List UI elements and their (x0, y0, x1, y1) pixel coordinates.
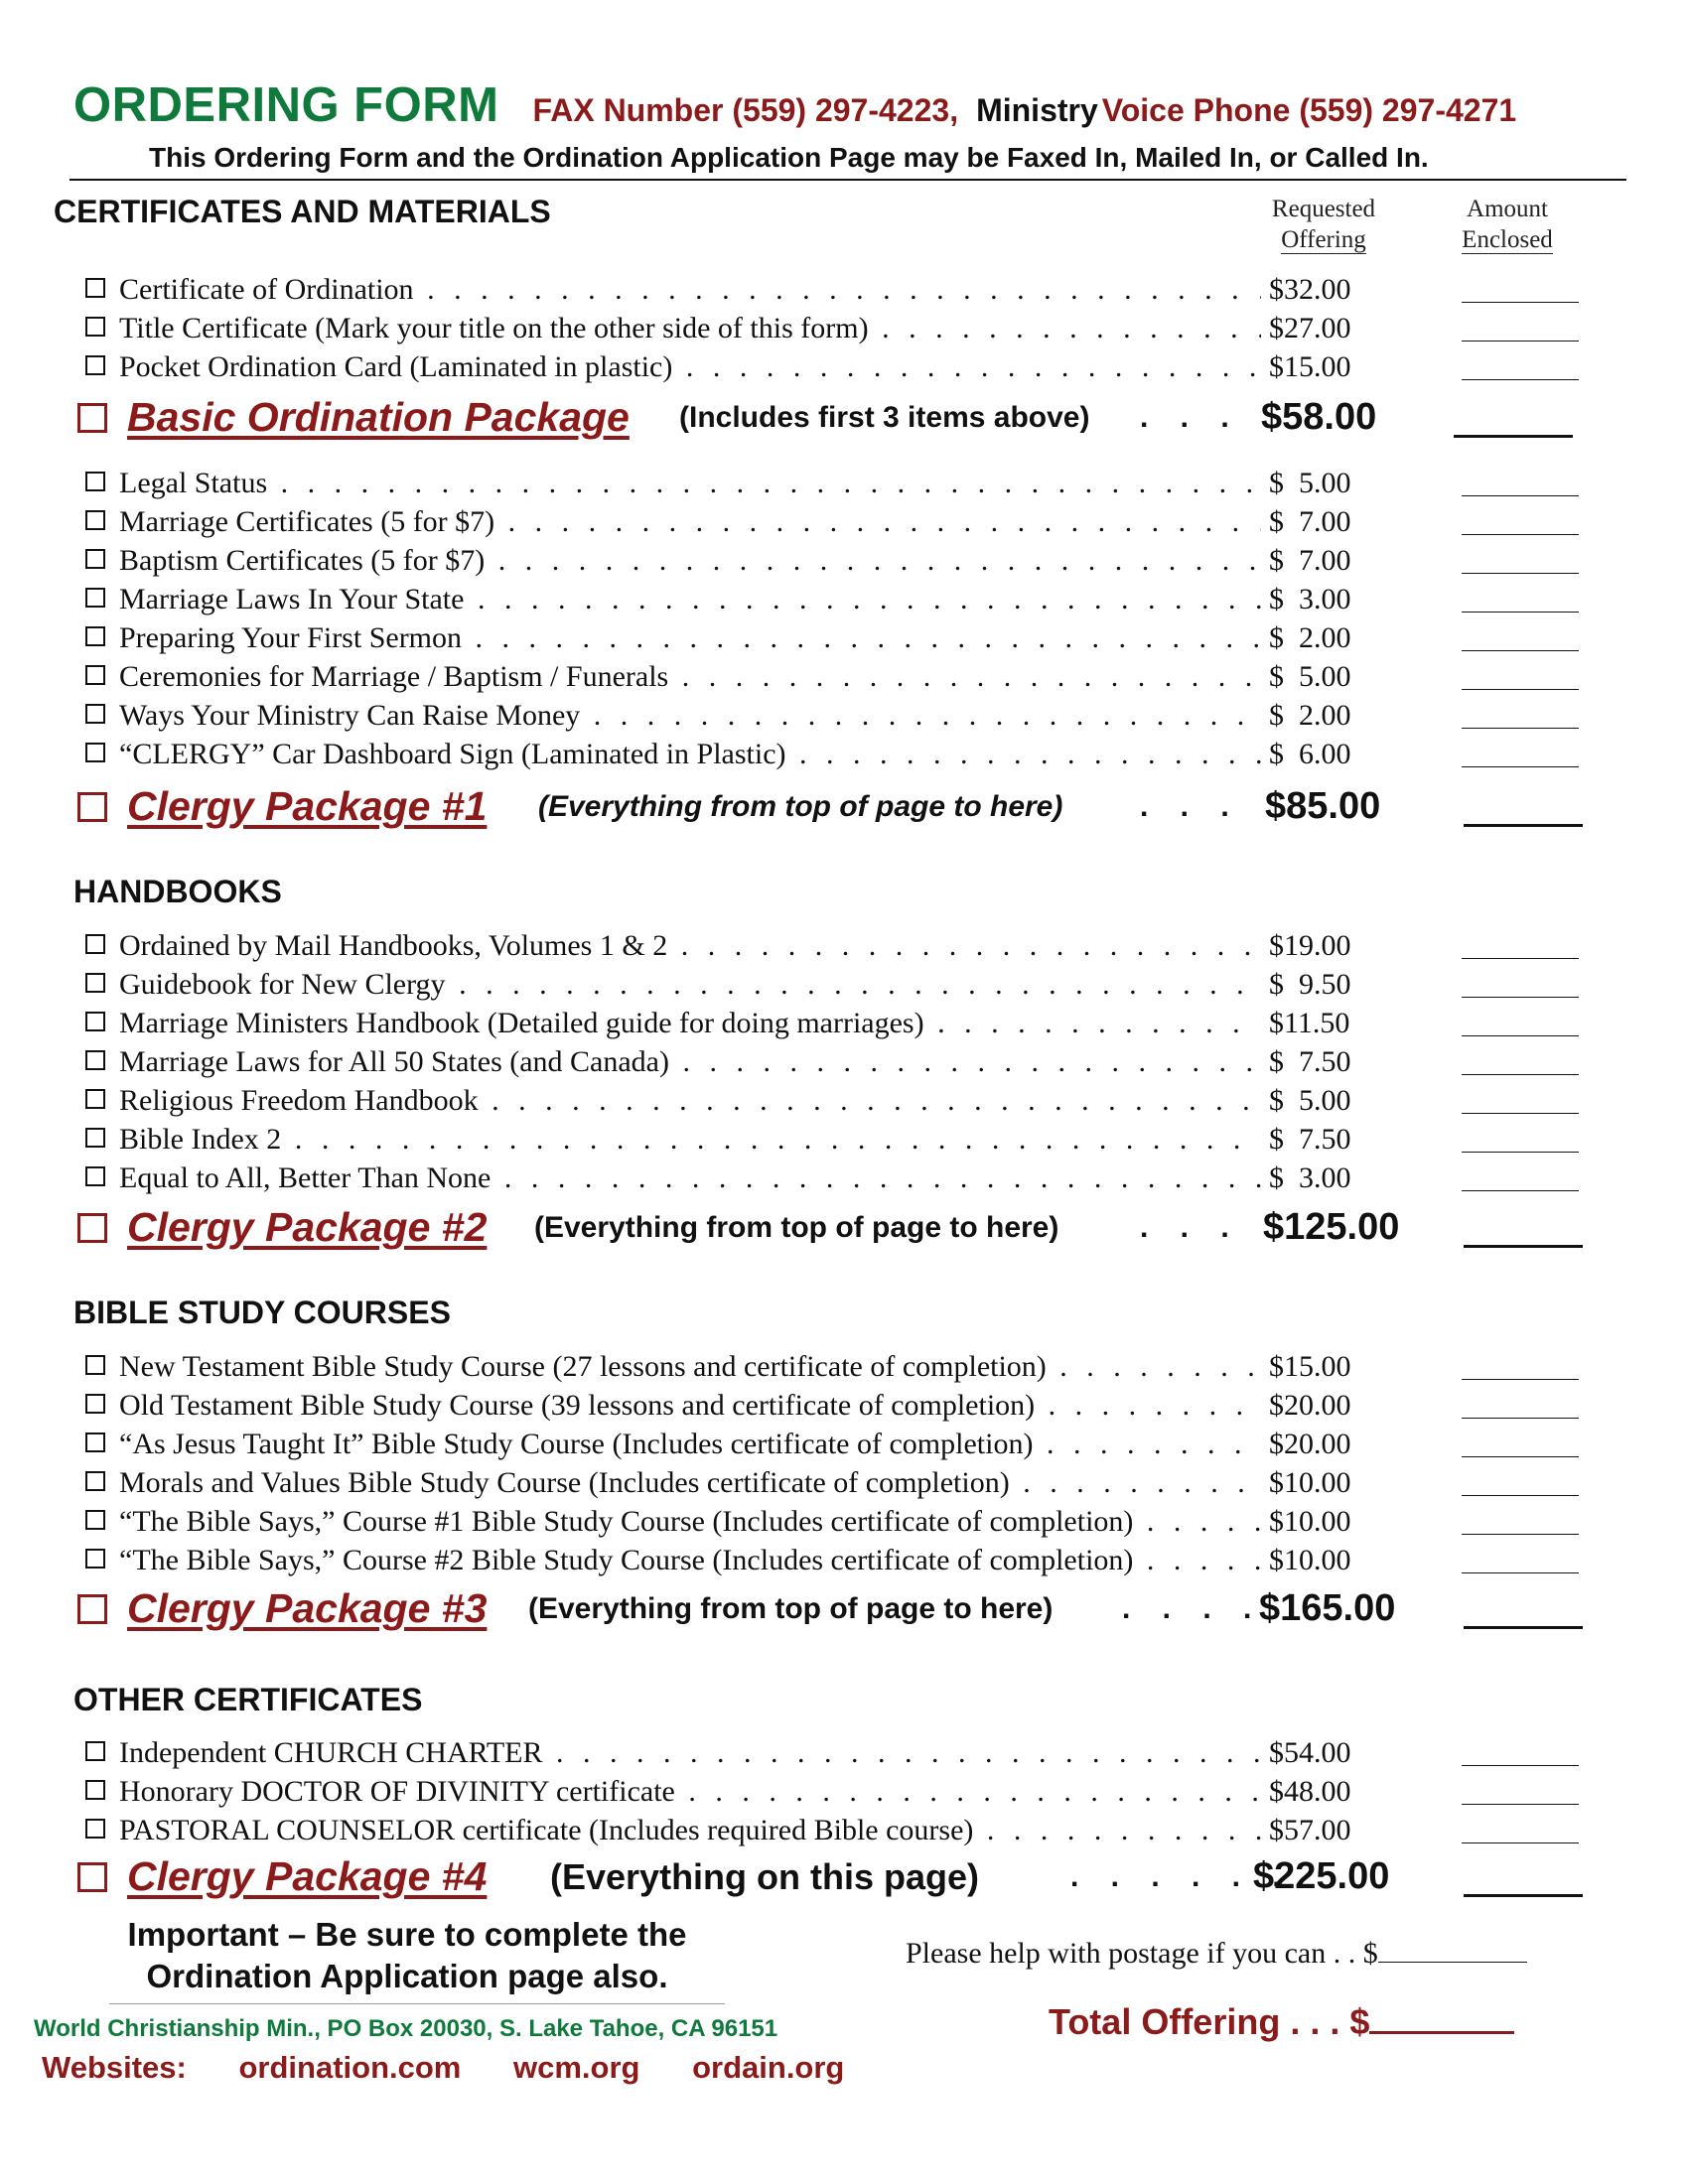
item-checkbox[interactable] (85, 588, 105, 608)
form-header (73, 77, 1622, 133)
header-divider (70, 179, 1626, 181)
item-label: Marriage Ministers Handbook (Detailed guide for doing marriages) (119, 1007, 924, 1039)
amount-enclosed-field[interactable] (1462, 612, 1579, 613)
order-item (83, 926, 1583, 966)
package-leader: . . . (1140, 401, 1241, 434)
order-item (83, 1541, 1583, 1580)
package-checkbox[interactable] (77, 792, 107, 822)
amount-enclosed-field[interactable] (1454, 435, 1573, 438)
item-checkbox[interactable] (85, 1394, 105, 1414)
section-title-bible-courses: BIBLE STUDY COURSES (73, 1295, 451, 1330)
item-price: $ 3.00 (1261, 1159, 1400, 1198)
item-checkbox[interactable] (85, 665, 105, 685)
item-label: “The Bible Says,” Course #2 Bible Study Course (Includes certificate of completion) (119, 1544, 1134, 1576)
item-price: $10.00 (1261, 1502, 1400, 1542)
amount-enclosed-field[interactable] (1462, 1572, 1579, 1573)
item-label: Marriage Laws for All 50 States (and Canada) (119, 1045, 669, 1078)
amount-enclosed-field[interactable] (1462, 1113, 1579, 1114)
section-title-certificates: CERTIFICATES AND MATERIALS (54, 194, 551, 229)
requested-offering-header: Requested Offering (1271, 196, 1376, 253)
item-label: “As Jesus Taught It” Bible Study Course (Includes certificate of completion) (119, 1428, 1034, 1460)
package-name: Clergy Package #3 (127, 1585, 488, 1631)
item-label: Marriage Laws In Your State (119, 583, 465, 615)
item-checkbox[interactable] (85, 1166, 105, 1186)
order-item (83, 464, 1583, 503)
amount-enclosed-field[interactable] (1462, 1534, 1579, 1535)
total-offering-label: Total Offering . . . $ (1049, 2001, 1370, 2042)
item-price: $ 7.00 (1261, 541, 1400, 581)
order-item (83, 502, 1583, 542)
order-item (83, 1733, 1583, 1773)
package-row-3 (73, 1580, 1593, 1636)
order-item (83, 347, 1583, 387)
item-price: $ 5.00 (1261, 657, 1400, 697)
amount-enclosed-field[interactable] (1462, 302, 1579, 303)
websites-line (42, 2050, 888, 2086)
item-checkbox[interactable] (85, 1780, 105, 1800)
website-link-ordination[interactable]: ordination.com (238, 2050, 462, 2085)
total-offering (1049, 2001, 1514, 2043)
order-item (83, 618, 1583, 658)
amount-enclosed-field[interactable] (1462, 1190, 1579, 1191)
item-label: Equal to All, Better Than None (119, 1161, 492, 1194)
ministry-address: World Christianship Min., PO Box 20030, S. Lake Tahoe, CA 96151 (34, 2015, 778, 2042)
item-checkbox[interactable] (85, 1471, 105, 1491)
package-leader: . . . . . . (1070, 1860, 1293, 1893)
website-link-ordain[interactable]: ordain.org (692, 2050, 845, 2085)
item-label: Ceremonies for Marriage / Baptism / Funerals (119, 660, 669, 693)
amount-enclosed-field[interactable] (1462, 1456, 1579, 1457)
amount-enclosed-field[interactable] (1462, 958, 1579, 959)
amount-enclosed-field[interactable] (1462, 650, 1579, 651)
amount-enclosed-field[interactable] (1464, 1245, 1583, 1248)
package-checkbox[interactable] (77, 1862, 107, 1892)
amount-enclosed-field[interactable] (1462, 1495, 1579, 1496)
item-price: $48.00 (1261, 1772, 1400, 1812)
notice-divider (109, 2003, 725, 2004)
package-checkbox[interactable] (77, 403, 107, 433)
item-label: Pocket Ordination Card (Laminated in plastic) (119, 350, 673, 383)
item-price: $20.00 (1261, 1386, 1400, 1426)
amount-enclosed-field[interactable] (1462, 379, 1579, 380)
package-price: $225.00 (1253, 1855, 1390, 1897)
amount-enclosed-field[interactable] (1462, 534, 1579, 535)
item-price: $ 5.00 (1261, 1081, 1400, 1121)
item-checkbox[interactable] (85, 743, 105, 762)
item-price: $20.00 (1261, 1425, 1400, 1464)
order-item (83, 580, 1583, 619)
amount-enclosed-field[interactable] (1462, 689, 1579, 690)
item-checkbox[interactable] (85, 472, 105, 491)
order-item (83, 541, 1583, 581)
package-row-4 (73, 1848, 1593, 1904)
order-item (83, 309, 1583, 348)
voice-phone: Voice Phone (559) 297-4271 (1101, 92, 1517, 128)
item-checkbox[interactable] (85, 510, 105, 530)
package-row-1 (73, 778, 1593, 834)
form-title: ORDERING FORM (73, 78, 499, 132)
package-description: (Includes first 3 items above) (679, 401, 1090, 434)
item-checkbox[interactable] (85, 1510, 105, 1530)
item-checkbox[interactable] (85, 1355, 105, 1375)
section-title-other-certificates: OTHER CERTIFICATES (73, 1682, 423, 1717)
package-checkbox[interactable] (77, 1213, 107, 1243)
item-label: Marriage Certificates (5 for $7) (119, 505, 495, 538)
item-label: Honorary DOCTOR OF DIVINITY certificate (119, 1775, 675, 1808)
item-checkbox[interactable] (85, 317, 105, 337)
item-price: $57.00 (1261, 1811, 1400, 1850)
item-price: $32.00 (1261, 270, 1400, 310)
item-label: “The Bible Says,” Course #1 Bible Study Course (Includes certificate of completion) (119, 1505, 1134, 1538)
amount-enclosed-field[interactable] (1462, 1418, 1579, 1419)
important-notice: Important – Be sure to complete the Ordination Application page also. (127, 1916, 687, 1994)
order-item (83, 1042, 1583, 1082)
order-item (83, 965, 1583, 1005)
amount-enclosed-field[interactable] (1464, 1894, 1583, 1897)
amount-enclosed-field[interactable] (1462, 1074, 1579, 1075)
item-label: “CLERGY” Car Dashboard Sign (Laminated in Plastic) (119, 738, 786, 770)
package-row-2 (73, 1199, 1593, 1255)
item-price: $ 6.00 (1261, 735, 1400, 774)
order-item (83, 1811, 1583, 1850)
item-price: $11.50 (1261, 1004, 1400, 1043)
item-checkbox[interactable] (85, 1128, 105, 1148)
order-item (83, 696, 1583, 736)
package-row-basic (73, 389, 1593, 445)
item-price: $15.00 (1261, 347, 1400, 387)
order-item (83, 657, 1583, 697)
amount-enclosed-field[interactable] (1462, 1379, 1579, 1380)
item-label: Ordained by Mail Handbooks, Volumes 1 & 2 (119, 929, 668, 962)
ministry-label: Ministry (976, 92, 1098, 128)
item-price: $27.00 (1261, 309, 1400, 348)
package-leader: . . . . (1122, 1592, 1264, 1625)
package-price: $85.00 (1265, 785, 1381, 827)
item-label: Guidebook for New Clergy (119, 968, 446, 1001)
item-price: $ 7.50 (1261, 1120, 1400, 1160)
section-title-handbooks: HANDBOOKS (73, 874, 282, 909)
website-link-wcm[interactable]: wcm.org (513, 2050, 640, 2085)
package-description: (Everything on this page) (550, 1856, 980, 1897)
package-price: $125.00 (1263, 1206, 1400, 1248)
amount-enclosed-field[interactable] (1462, 1765, 1579, 1766)
item-checkbox[interactable] (85, 1012, 105, 1031)
websites-label: Websites: (42, 2050, 187, 2085)
item-checkbox[interactable] (85, 355, 105, 375)
package-price: $58.00 (1261, 396, 1377, 438)
order-item (83, 1120, 1583, 1160)
order-item (83, 1502, 1583, 1542)
amount-enclosed-field[interactable] (1462, 495, 1579, 496)
fax-number: FAX Number (559) 297-4223, (532, 92, 959, 128)
item-checkbox[interactable] (85, 704, 105, 724)
package-leader: . . . (1140, 1211, 1241, 1244)
order-item (83, 1347, 1583, 1387)
item-checkbox[interactable] (85, 1050, 105, 1070)
amount-enclosed-field[interactable] (1462, 728, 1579, 729)
amount-enclosed-field[interactable] (1464, 1626, 1583, 1629)
item-price: $ 7.50 (1261, 1042, 1400, 1082)
postage-line (906, 1936, 1527, 1971)
item-price: $10.00 (1261, 1463, 1400, 1503)
amount-enclosed-header: Amount Enclosed (1462, 196, 1553, 253)
package-name: Clergy Package #4 (127, 1853, 488, 1899)
order-item (83, 1425, 1583, 1464)
item-checkbox[interactable] (85, 626, 105, 646)
item-checkbox[interactable] (85, 973, 105, 993)
order-item (83, 1386, 1583, 1426)
item-checkbox[interactable] (85, 1549, 105, 1569)
item-label: New Testament Bible Study Course (27 lessons and certificate of completion) (119, 1350, 1047, 1383)
item-price: $19.00 (1261, 926, 1400, 966)
amount-enclosed-field[interactable] (1462, 766, 1579, 767)
package-description: (Everything from top of page to here) (528, 1592, 1054, 1625)
item-checkbox[interactable] (85, 1089, 105, 1109)
order-item (83, 1772, 1583, 1812)
item-price: $ 2.00 (1261, 618, 1400, 658)
order-item (83, 735, 1583, 774)
item-checkbox[interactable] (85, 1819, 105, 1839)
item-checkbox[interactable] (85, 549, 105, 569)
item-label: Independent CHURCH CHARTER (119, 1736, 543, 1769)
package-description: (Everything from top of page to here) (538, 790, 1063, 823)
amount-enclosed-field[interactable] (1464, 824, 1583, 827)
item-checkbox[interactable] (85, 1741, 105, 1761)
total-offering-field[interactable] (1369, 2001, 1514, 2034)
item-label: Religious Freedom Handbook (119, 1084, 479, 1117)
item-checkbox[interactable] (85, 934, 105, 954)
item-label: Old Testament Bible Study Course (39 lessons and certificate of completion) (119, 1389, 1036, 1422)
item-checkbox[interactable] (85, 278, 105, 298)
item-price: $ 3.00 (1261, 580, 1400, 619)
item-label: Certificate of Ordination (119, 273, 414, 306)
amount-enclosed-field[interactable] (1462, 1804, 1579, 1805)
item-price: $ 7.00 (1261, 502, 1400, 542)
item-price: $15.00 (1261, 1347, 1400, 1387)
order-item (83, 1463, 1583, 1503)
item-label: Legal Status (119, 467, 268, 499)
item-price: $ 9.50 (1261, 965, 1400, 1005)
item-checkbox[interactable] (85, 1433, 105, 1452)
item-price: $10.00 (1261, 1541, 1400, 1580)
order-item (83, 1081, 1583, 1121)
item-label: Morals and Values Bible Study Course (Includes certificate of completion) (119, 1466, 1010, 1499)
amount-enclosed-field[interactable] (1462, 573, 1579, 574)
item-label: PASTORAL COUNSELOR certificate (Includes required Bible course) (119, 1814, 974, 1846)
item-price: $ 5.00 (1261, 464, 1400, 503)
package-checkbox[interactable] (77, 1594, 107, 1624)
item-label: Bible Index 2 (119, 1123, 282, 1156)
item-label: Baptism Certificates (5 for $7) (119, 544, 486, 577)
item-price: $54.00 (1261, 1733, 1400, 1773)
item-price: $ 2.00 (1261, 696, 1400, 736)
amount-enclosed-field[interactable] (1462, 1035, 1579, 1036)
package-price: $165.00 (1259, 1587, 1396, 1629)
package-name: Basic Ordination Package (127, 394, 630, 440)
package-name: Clergy Package #1 (127, 783, 488, 829)
order-item (83, 270, 1583, 310)
form-subtitle: This Ordering Form and the Ordination Application Page may be Faxed In, Mailed In, or Called In. (149, 142, 1429, 173)
package-description: (Everything from top of page to here) (534, 1211, 1059, 1244)
package-leader: . . . (1140, 790, 1241, 823)
order-item (83, 1004, 1583, 1043)
item-label: Title Certificate (Mark your title on the other side of this form) (119, 312, 869, 344)
item-label: Preparing Your First Sermon (119, 621, 463, 654)
order-item (83, 1159, 1583, 1198)
package-name: Clergy Package #2 (127, 1204, 488, 1250)
postage-label: Please help with postage if you can . . $ (906, 1937, 1378, 1970)
postage-amount-field[interactable] (1378, 1936, 1527, 1963)
amount-enclosed-field[interactable] (1462, 1152, 1579, 1153)
amount-enclosed-field[interactable] (1462, 997, 1579, 998)
item-label: Ways Your Ministry Can Raise Money (119, 699, 581, 732)
